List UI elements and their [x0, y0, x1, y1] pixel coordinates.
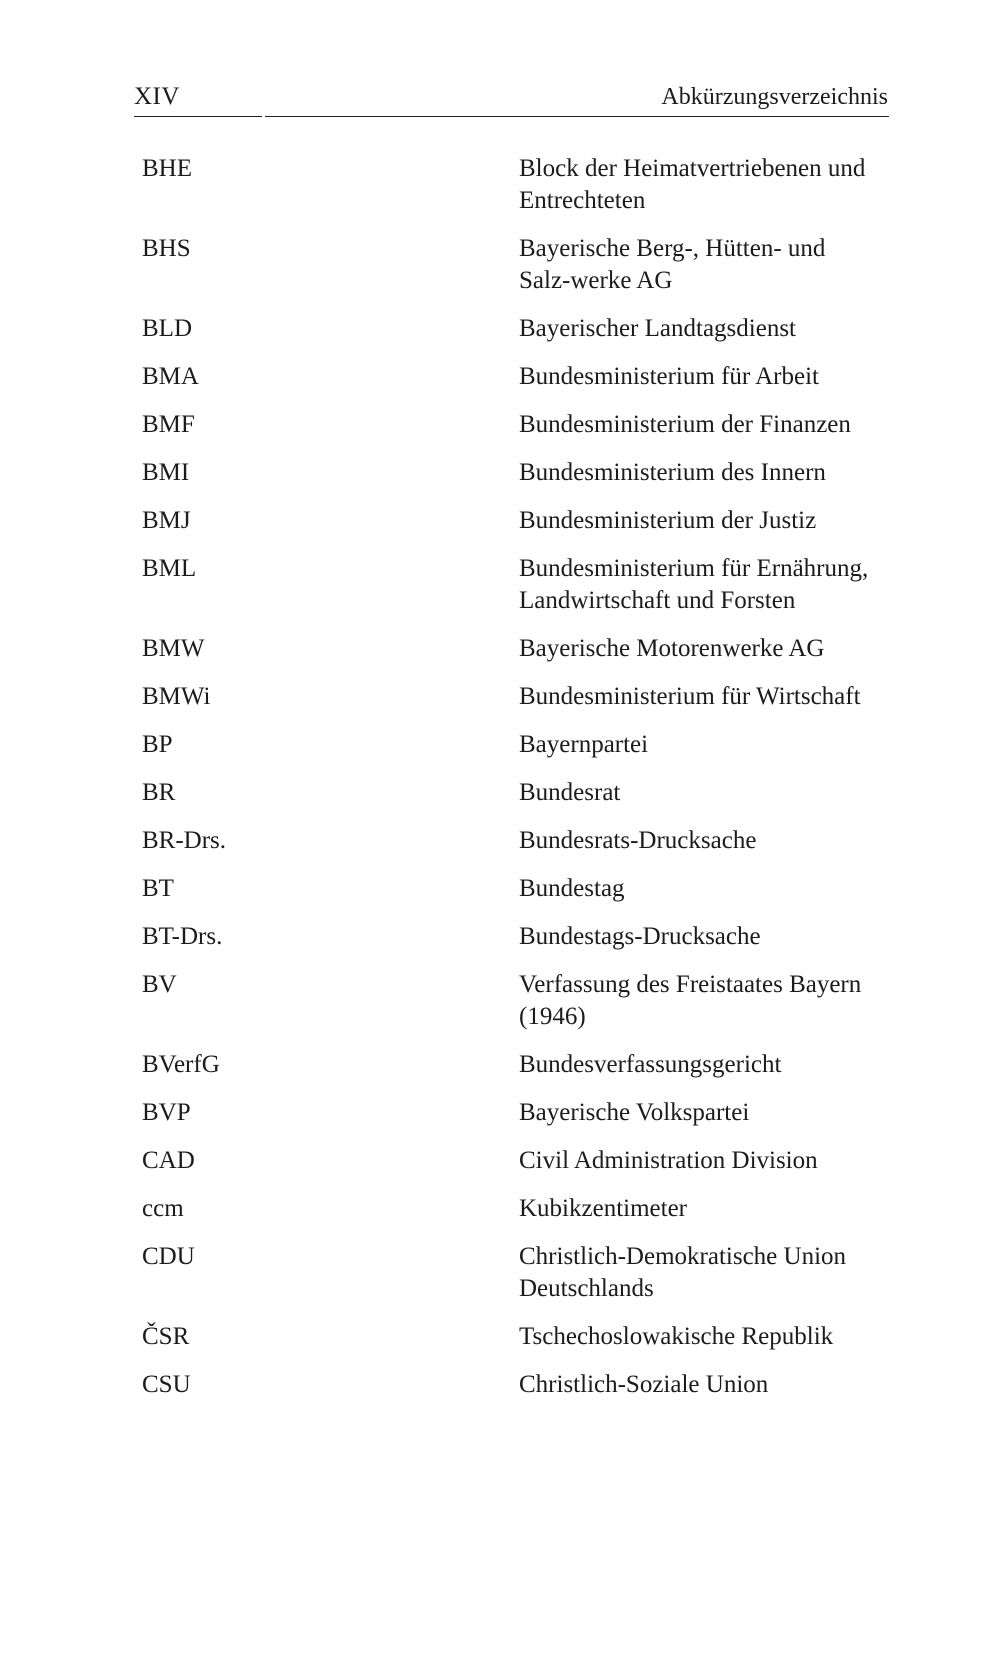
abbreviation-expansion: Bundesministerium für Ernährung, Landwirtschaft und Forsten [519, 555, 869, 614]
abbreviation-expansion: Tschechoslowakische Republik [519, 1323, 834, 1350]
abbreviation-expansion: Bundestag [519, 875, 625, 902]
abbreviation-entry [142, 553, 882, 617]
abbreviation-term: BHS [142, 235, 191, 262]
abbreviation-entry [142, 361, 882, 393]
abbreviation-term: BML [142, 555, 197, 582]
abbreviation-entry [142, 313, 882, 345]
abbreviation-term: BHE [142, 155, 192, 182]
abbreviation-entry [142, 873, 882, 905]
abbreviation-term: BLD [142, 315, 192, 342]
abbreviation-entry [142, 233, 882, 297]
abbreviation-expansion: Christlich-Soziale Union [519, 1371, 769, 1398]
abbreviation-term: BMF [142, 411, 195, 438]
abbreviation-expansion: Bundestags-Drucksache [519, 923, 761, 950]
abbreviation-term: BVerfG [142, 1051, 220, 1078]
abbreviation-term: BVP [142, 1099, 191, 1126]
abbreviation-entry [142, 729, 882, 761]
abbreviation-expansion: Block der Heimatvertriebenen und Entrechteten [519, 155, 866, 214]
abbreviation-term: BV [142, 971, 177, 998]
abbreviation-expansion: Bundesministerium der Finanzen [519, 411, 851, 438]
abbreviation-expansion: Bundesverfassungsgericht [519, 1051, 782, 1078]
abbreviation-term: BR [142, 779, 176, 806]
abbreviation-term: BMI [142, 459, 190, 486]
abbreviation-expansion: Bayerische Volkspartei [519, 1099, 750, 1126]
abbreviation-expansion: Bundesministerium für Wirtschaft [519, 683, 861, 710]
abbreviation-entry [142, 1145, 882, 1177]
abbreviation-term: CSU [142, 1371, 191, 1398]
abbreviation-term: ccm [142, 1195, 184, 1222]
abbreviation-expansion: Bundesministerium der Justiz [519, 507, 817, 534]
abbreviation-entry [142, 1193, 882, 1225]
abbreviation-term: CDU [142, 1243, 195, 1270]
abbreviation-entry [142, 969, 882, 1033]
abbreviation-expansion: Verfassung des Freistaates Bayern (1946) [519, 971, 862, 1030]
abbreviation-term: BMWi [142, 683, 211, 710]
abbreviation-term: BP [142, 731, 173, 758]
page-number: XIV [134, 83, 180, 110]
abbreviation-expansion: Christlich-Demokratische Union Deutschlands [519, 1243, 847, 1302]
abbreviation-expansion: Bundesministerium des Innern [519, 459, 826, 486]
abbreviation-entry [142, 1241, 882, 1305]
abbreviation-expansion: Civil Administration Division [519, 1147, 818, 1174]
abbreviation-entry [142, 1049, 882, 1081]
header-rule-right [265, 116, 889, 117]
abbreviation-expansion: Bundesrat [519, 779, 621, 806]
abbreviation-entry [142, 825, 882, 857]
abbreviation-expansion: Kubikzentimeter [519, 1195, 687, 1222]
abbreviation-entry [142, 409, 882, 441]
abbreviation-expansion: Bayerische Motorenwerke AG [519, 635, 825, 662]
abbreviation-expansion: Bayerische Berg-, Hütten- und Salz-werke AG [519, 235, 826, 294]
abbreviation-term: BMW [142, 635, 205, 662]
abbreviation-entry [142, 457, 882, 489]
abbreviation-entry [142, 153, 882, 217]
abbreviation-expansion: Bundesministerium für Arbeit [519, 363, 819, 390]
header-rule-left [134, 116, 262, 117]
running-title: Abkürzungsverzeichnis [661, 84, 888, 110]
abbreviation-term: CAD [142, 1147, 195, 1174]
abbreviation-term: BT [142, 875, 174, 902]
abbreviation-term: ČSR [142, 1323, 190, 1350]
abbreviation-entry [142, 921, 882, 953]
abbreviation-entry [142, 681, 882, 713]
abbreviation-term: BMJ [142, 507, 191, 534]
abbreviation-term: BMA [142, 363, 199, 390]
abbreviation-list [142, 153, 882, 1417]
abbreviation-entry [142, 1097, 882, 1129]
abbreviation-entry [142, 633, 882, 665]
abbreviation-term: BR-Drs. [142, 827, 227, 854]
abbreviation-expansion: Bundesrats-Drucksache [519, 827, 757, 854]
abbreviation-entry [142, 777, 882, 809]
abbreviation-expansion: Bayernpartei [519, 731, 649, 758]
abbreviation-entry [142, 1321, 882, 1353]
abbreviation-expansion: Bayerischer Landtagsdienst [519, 315, 796, 342]
abbreviation-term: BT-Drs. [142, 923, 223, 950]
abbreviation-entry [142, 1369, 882, 1401]
abbreviation-entry [142, 505, 882, 537]
